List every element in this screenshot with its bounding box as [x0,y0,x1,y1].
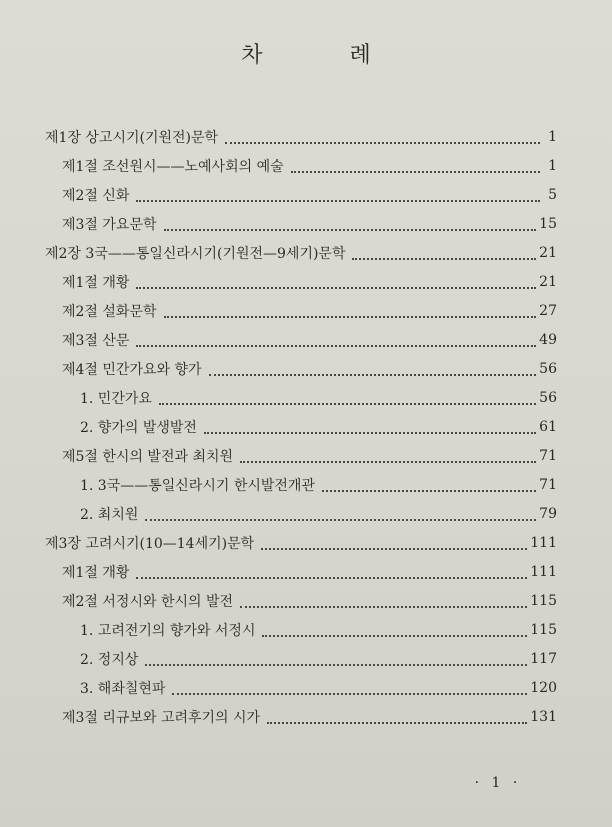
toc-entry-label: 제2절 서정시와 한시의 발전 [62,594,234,610]
toc-entry-label: 제2절 설화문학 [62,304,157,320]
toc-entry [62,705,557,729]
toc-leader-dots [172,679,527,695]
toc-entry-label: 제3절 리규보와 고려후기의 시가 [62,710,261,726]
toc-entry-page: 49 [539,332,557,348]
toc-leader-dots [136,331,536,347]
toc-entry [62,154,557,178]
toc-entry [62,560,557,584]
toc-entry-page: 56 [539,361,557,377]
toc-entry-label: 2. 향가의 발생발전 [80,420,197,436]
toc-entry-label: 1. 3국——통일신라시기 한시발전개관 [80,478,315,494]
toc-entry-label: 제3장 고려시기(10—14세기)문학 [45,536,255,552]
toc-entry [62,328,557,352]
toc-entry-page: 1 [548,158,557,174]
toc-entry [62,589,557,613]
toc-leader-dots [136,273,536,289]
toc-leader-dots [204,418,536,434]
toc-entry-page: 61 [539,419,557,435]
toc-entry-page: 5 [548,187,557,203]
toc-entry-label: 제1절 조선원시——노예사회의 예술 [62,159,284,175]
toc-leader-dots [136,563,527,579]
toc-leader-dots [261,534,527,550]
toc-entry [62,212,557,236]
toc-entry-label: 1. 민간가요 [80,391,152,407]
toc-entry-page: 27 [539,303,557,319]
toc-entry-page: 79 [539,506,557,522]
toc-entry-page: 21 [539,274,557,290]
toc-leader-dots [352,244,536,260]
toc-entry [62,444,557,468]
toc-entry-page: 71 [539,448,557,464]
toc-leader-dots [145,650,527,666]
toc-entry-label: 1. 고려전기의 향가와 서정시 [80,623,256,639]
toc-entry [45,531,557,555]
toc-leader-dots [209,360,537,376]
toc-entry [62,270,557,294]
toc-entry-page: 117 [530,651,557,667]
toc-leader-dots [322,476,536,492]
toc-entry [45,241,557,265]
toc-entry [80,473,557,497]
toc-entry-page: 111 [530,535,557,551]
toc-leader-dots [164,302,537,318]
toc-leader-dots [240,447,536,463]
toc-entry [80,676,557,700]
toc-leader-dots [262,621,527,637]
toc-leader-dots [145,505,536,521]
toc-entry [62,183,557,207]
toc-entry-page: 111 [530,564,557,580]
toc-entry-label: 제1절 개황 [62,565,130,581]
toc-leader-dots [159,389,536,405]
toc-entry [62,299,557,323]
toc-leader-dots [267,708,527,724]
toc-entry-page: 56 [539,390,557,406]
toc-entry-label: 2. 정지상 [80,652,139,668]
toc-leader-dots [136,186,540,202]
toc-entry [62,357,557,381]
toc-entry-label: 3. 해좌칠현파 [80,681,166,697]
toc-entry-page: 71 [539,477,557,493]
toc-entry [80,386,557,410]
toc-entry-page: 1 [548,129,557,145]
toc-leader-dots [240,592,527,608]
toc-entry-label: 제4절 민간가요와 향가 [62,362,202,378]
toc-entry-page: 120 [530,680,557,696]
toc-entry-label: 제5절 한시의 발전과 최치원 [62,449,234,465]
toc-leader-dots [291,157,540,173]
toc-entry [80,502,557,526]
toc-entry-page: 21 [539,245,557,261]
toc-entry-label: 2. 최치원 [80,507,139,523]
toc-entry-page: 115 [530,622,557,638]
toc-entry-label: 제1장 상고시기(기원전)문학 [45,130,219,146]
toc-leader-dots [164,215,537,231]
toc-entry-label: 제2장 3국——통일신라시기(기원전—9세기)문학 [45,246,346,262]
toc-leader-dots [225,128,540,144]
page-title: 차 례 [241,43,411,68]
toc-entry-label: 제1절 개황 [62,275,130,291]
toc-entry-page: 131 [530,709,557,725]
toc-entry [80,618,557,642]
page-number: · 1 · [474,775,522,791]
toc-entry-label: 제3절 산문 [62,333,130,349]
toc-entry-page: 115 [530,593,557,609]
toc-entry-label: 제3절 가요문학 [62,217,157,233]
toc-entry-page: 15 [539,216,557,232]
toc-entry [45,125,557,149]
toc-entry-label: 제2절 신화 [62,188,130,204]
toc-entry [80,415,557,439]
toc-entry [80,647,557,671]
